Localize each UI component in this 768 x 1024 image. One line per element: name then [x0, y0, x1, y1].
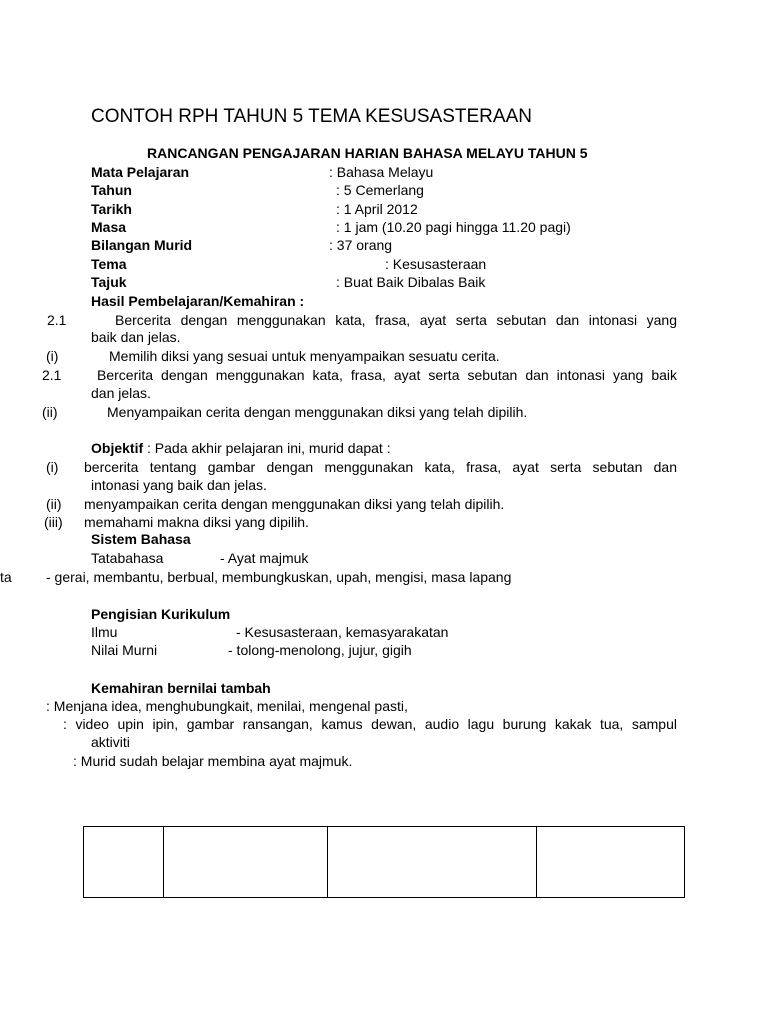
objective-intro: : Pada akhir pelajaran ini, murid dapat :: [147, 440, 391, 456]
outcome-text: Menyampaikan cerita dengan menggunakan diksi yang telah dipilih.: [107, 404, 528, 420]
info-label-topic: Tajuk: [91, 274, 127, 290]
table-cell: [163, 827, 327, 898]
info-value-time: : 1 jam (10.20 pagi hingga 11.20 pagi): [336, 219, 571, 235]
info-value-topic: : Buat Baik Dibalas Baik: [336, 274, 486, 290]
table-cell: [84, 827, 164, 898]
objective-intro-line: [91, 439, 391, 457]
info-value-theme: : Kesusasteraan: [385, 256, 487, 272]
knowledge-value: - Kesusasteraan, kemasyarakatan: [236, 624, 449, 640]
info-value-year: : 5 Cemerlang: [336, 182, 424, 198]
lesson-plan-heading: RANCANGAN PENGAJARAN HARIAN BAHASA MELAYU TAHUN 5: [147, 145, 588, 161]
outcome-text-continued: baik dan jelas.: [91, 329, 181, 345]
objective-number: (ii): [46, 496, 62, 512]
objective-label: Objektif: [91, 440, 144, 456]
table-row: [84, 827, 685, 898]
grammar-label: Tatabahasa: [91, 550, 164, 566]
language-system-heading: Sistem Bahasa: [91, 531, 191, 547]
table-cell: [327, 827, 537, 898]
outcome-text-continued: dan jelas.: [91, 385, 151, 401]
objective-text: bercerita tentang gambar dengan menggunakan kata, frasa, ayat serta sebutan dan: [84, 459, 677, 475]
learning-outcome-heading: Hasil Pembelajaran/Kemahiran :: [91, 293, 305, 309]
objective-text: memahami makna diksi yang dipilih.: [84, 514, 309, 530]
vocabulary-value: - gerai, membantu, berbual, membungkuskan, upah, mengisi, masa lapang: [46, 569, 512, 585]
outcome-number: (i): [46, 348, 59, 364]
info-value-date: : 1 April 2012: [336, 201, 418, 217]
grammar-value: - Ayat majmuk: [220, 550, 309, 566]
outcome-number: 2.1: [42, 367, 62, 383]
outcome-number: 2.1: [47, 312, 67, 328]
outcome-number: (ii): [42, 404, 58, 420]
teaching-aids-text: : video upin ipin, gambar ransangan, kamus dewan, audio lagu burung kakak tua, sampul: [63, 716, 677, 732]
outcome-text: Bercerita dengan menggunakan kata, frasa, ayat serta sebutan dan intonasi yang: [115, 312, 677, 328]
outcome-text: Bercerita dengan menggunakan kata, frasa, ayat serta sebutan dan intonasi yang baik: [97, 367, 677, 383]
info-label-students: Bilangan Murid: [91, 237, 193, 253]
objective-text: menyampaikan cerita dengan menggunakan diksi yang telah dipilih.: [84, 496, 505, 512]
info-label-year: Tahun: [91, 182, 132, 198]
values-value: - tolong-menolong, jujur, gigih: [228, 642, 412, 658]
lesson-steps-table: [83, 826, 685, 898]
vocabulary-label: ta: [0, 569, 12, 585]
objective-text-continued: intonasi yang baik dan jelas.: [91, 477, 267, 493]
objective-number: (i): [46, 459, 59, 475]
outcome-text: Memilih diksi yang sesuai untuk menyampaikan sesuatu cerita.: [109, 348, 500, 364]
info-value-subject: : Bahasa Melayu: [329, 164, 434, 180]
info-value-students: : 37 orang: [329, 237, 393, 253]
info-label-date: Tarikh: [91, 201, 132, 217]
added-value-skills-text: : Menjana idea, menghubungkait, menilai, mengenal pasti,: [46, 698, 408, 714]
info-label-theme: Tema: [91, 256, 127, 272]
curriculum-heading: Pengisian Kurikulum: [91, 606, 231, 622]
prior-knowledge-text: : Murid sudah belajar membina ayat majmuk.: [73, 753, 353, 769]
teaching-aids-text-continued: aktiviti: [91, 734, 130, 750]
info-label-time: Masa: [91, 219, 127, 235]
values-label: Nilai Murni: [91, 642, 158, 658]
knowledge-label: Ilmu: [91, 624, 118, 640]
objective-number: (iii): [44, 514, 63, 530]
added-value-skills-heading: Kemahiran bernilai tambah: [91, 680, 271, 696]
document-title: CONTOH RPH TAHUN 5 TEMA KESUSASTERAAN: [91, 106, 532, 127]
table-cell: [537, 827, 685, 898]
info-label-subject: Mata Pelajaran: [91, 164, 190, 180]
